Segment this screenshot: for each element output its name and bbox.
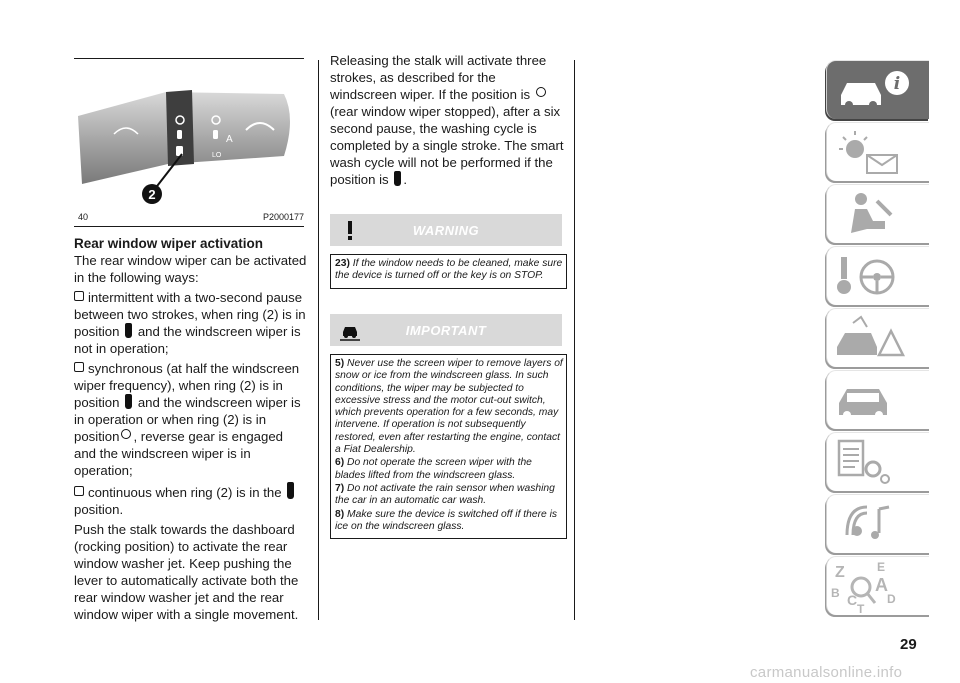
figure-rule (74, 226, 304, 227)
car-maintenance-icon (827, 371, 929, 429)
steering-key-icon (827, 247, 929, 305)
svg-text:i: i (893, 74, 901, 94)
tab-starting-driving[interactable] (826, 246, 929, 305)
svg-text:Z: Z (835, 564, 845, 581)
tab-multimedia[interactable] (826, 494, 929, 553)
warning-box (330, 254, 567, 289)
page-number: 29 (900, 636, 917, 653)
tab-maintenance[interactable] (826, 370, 929, 429)
important-box (330, 354, 567, 539)
svg-text:E: E (877, 560, 886, 574)
stalk-position-block (213, 130, 218, 139)
safety-seat-icon (827, 185, 929, 243)
tab-technical-data[interactable] (826, 432, 929, 491)
emergency-icon (827, 309, 929, 367)
svg-text:T: T (857, 602, 865, 615)
bullet-item: continuous when ring (2) is in the position. (74, 482, 308, 518)
warning-item: 23) If the window needs to be cleaned, make sure the device is turned off or the key is on STOP. (335, 258, 563, 282)
lights-warning-icon (827, 123, 929, 181)
warning-title: WARNING (412, 223, 480, 238)
callout-number: 2 (148, 187, 156, 202)
important-title: IMPORTANT (405, 323, 487, 338)
tab-index[interactable] (826, 556, 929, 615)
figure-code: P2000177 (262, 212, 304, 222)
car-info-icon (827, 61, 929, 119)
important-item: 5) Never use the screen wiper to remove layers of snow or ice from the windscreen glass. In such conditions, the wiper may be subjected to excessive stress and the motor cut-out switch, which prevents operation for a few seconds, may intervene. If operation is not subsequently restored, even after restarting the engine, contact a Fiat Dealership. (335, 358, 563, 456)
tab-emergency[interactable] (826, 308, 929, 367)
important-item: 7) Do not activate the rain sensor when washing the car in an automatic car wash. (335, 482, 555, 507)
figure-number: 40 (78, 212, 89, 222)
svg-text:D: D (887, 592, 896, 606)
important-item: 6) Do not operate the screen wiper with the blades lifted from the windscreen glass. (335, 457, 532, 481)
bullet-item: synchronous (at half the windscreen wiper frequency), when ring (2) is in position and the windscreen wiper is in operation or when ring (2) is in position , reverse gear is engaged and the windscreen wiper is in operation; (74, 361, 301, 478)
ring-position-block (177, 130, 182, 139)
releasing-paragraph: Releasing the stalk will activate three strokes, as described for the windscreen wiper. If the position is (rear window wiper stopped), after a six second pause, the washing cycle is completed by a single stroke. The smart wash cycle will not be performed if the position is . (330, 53, 564, 187)
column-divider (574, 60, 575, 620)
warning-header (330, 214, 562, 246)
important-item: 8) Make sure the device is switched off if there is ice on the windscreen glass. (335, 508, 558, 532)
bullet-square-icon (74, 486, 84, 496)
important-header (330, 314, 562, 346)
bullet-square-icon (74, 291, 84, 301)
specs-gear-icon (827, 433, 929, 491)
multimedia-icon (827, 495, 929, 553)
index-letters-icon (827, 557, 929, 615)
watermark: carmanualsonline.info (750, 664, 903, 681)
tab-car-info[interactable] (826, 60, 929, 119)
tab-lights-warnings[interactable] (826, 122, 929, 181)
svg-text:B: B (831, 586, 840, 600)
svg-text:A: A (875, 575, 888, 595)
position-off-icon (121, 429, 131, 439)
top-rule (74, 58, 304, 59)
section-body (74, 252, 308, 626)
stalk-label-lo: LO (212, 152, 222, 159)
section-heading: Rear window wiper activation (74, 236, 264, 251)
stalk-label-a: A (226, 134, 233, 145)
svg-text:C: C (847, 592, 858, 608)
push-paragraph: Push the stalk towards the dashboard (rocking position) to activate the rear window washer jet. Keep pushing the lever to automatically activate both the rear window washer jet and the rear window wiper with a single movement. (74, 522, 299, 622)
position-block-icon (394, 171, 401, 186)
position-block-icon (125, 394, 132, 409)
position-off-icon (536, 87, 546, 97)
tab-safety[interactable] (826, 184, 929, 243)
wiper-stalk-figure (74, 64, 304, 214)
bullet-item: intermittent with a two-second pause between two strokes, when ring (2) is in position and the windscreen wiper is not in operation; (74, 290, 306, 356)
bullet-square-icon (74, 362, 84, 372)
position-block-icon (125, 323, 132, 338)
column-divider (318, 60, 319, 620)
position-continuous-icon (287, 482, 294, 499)
intro-paragraph: The rear window wiper can be activated in the following ways: (74, 253, 307, 285)
